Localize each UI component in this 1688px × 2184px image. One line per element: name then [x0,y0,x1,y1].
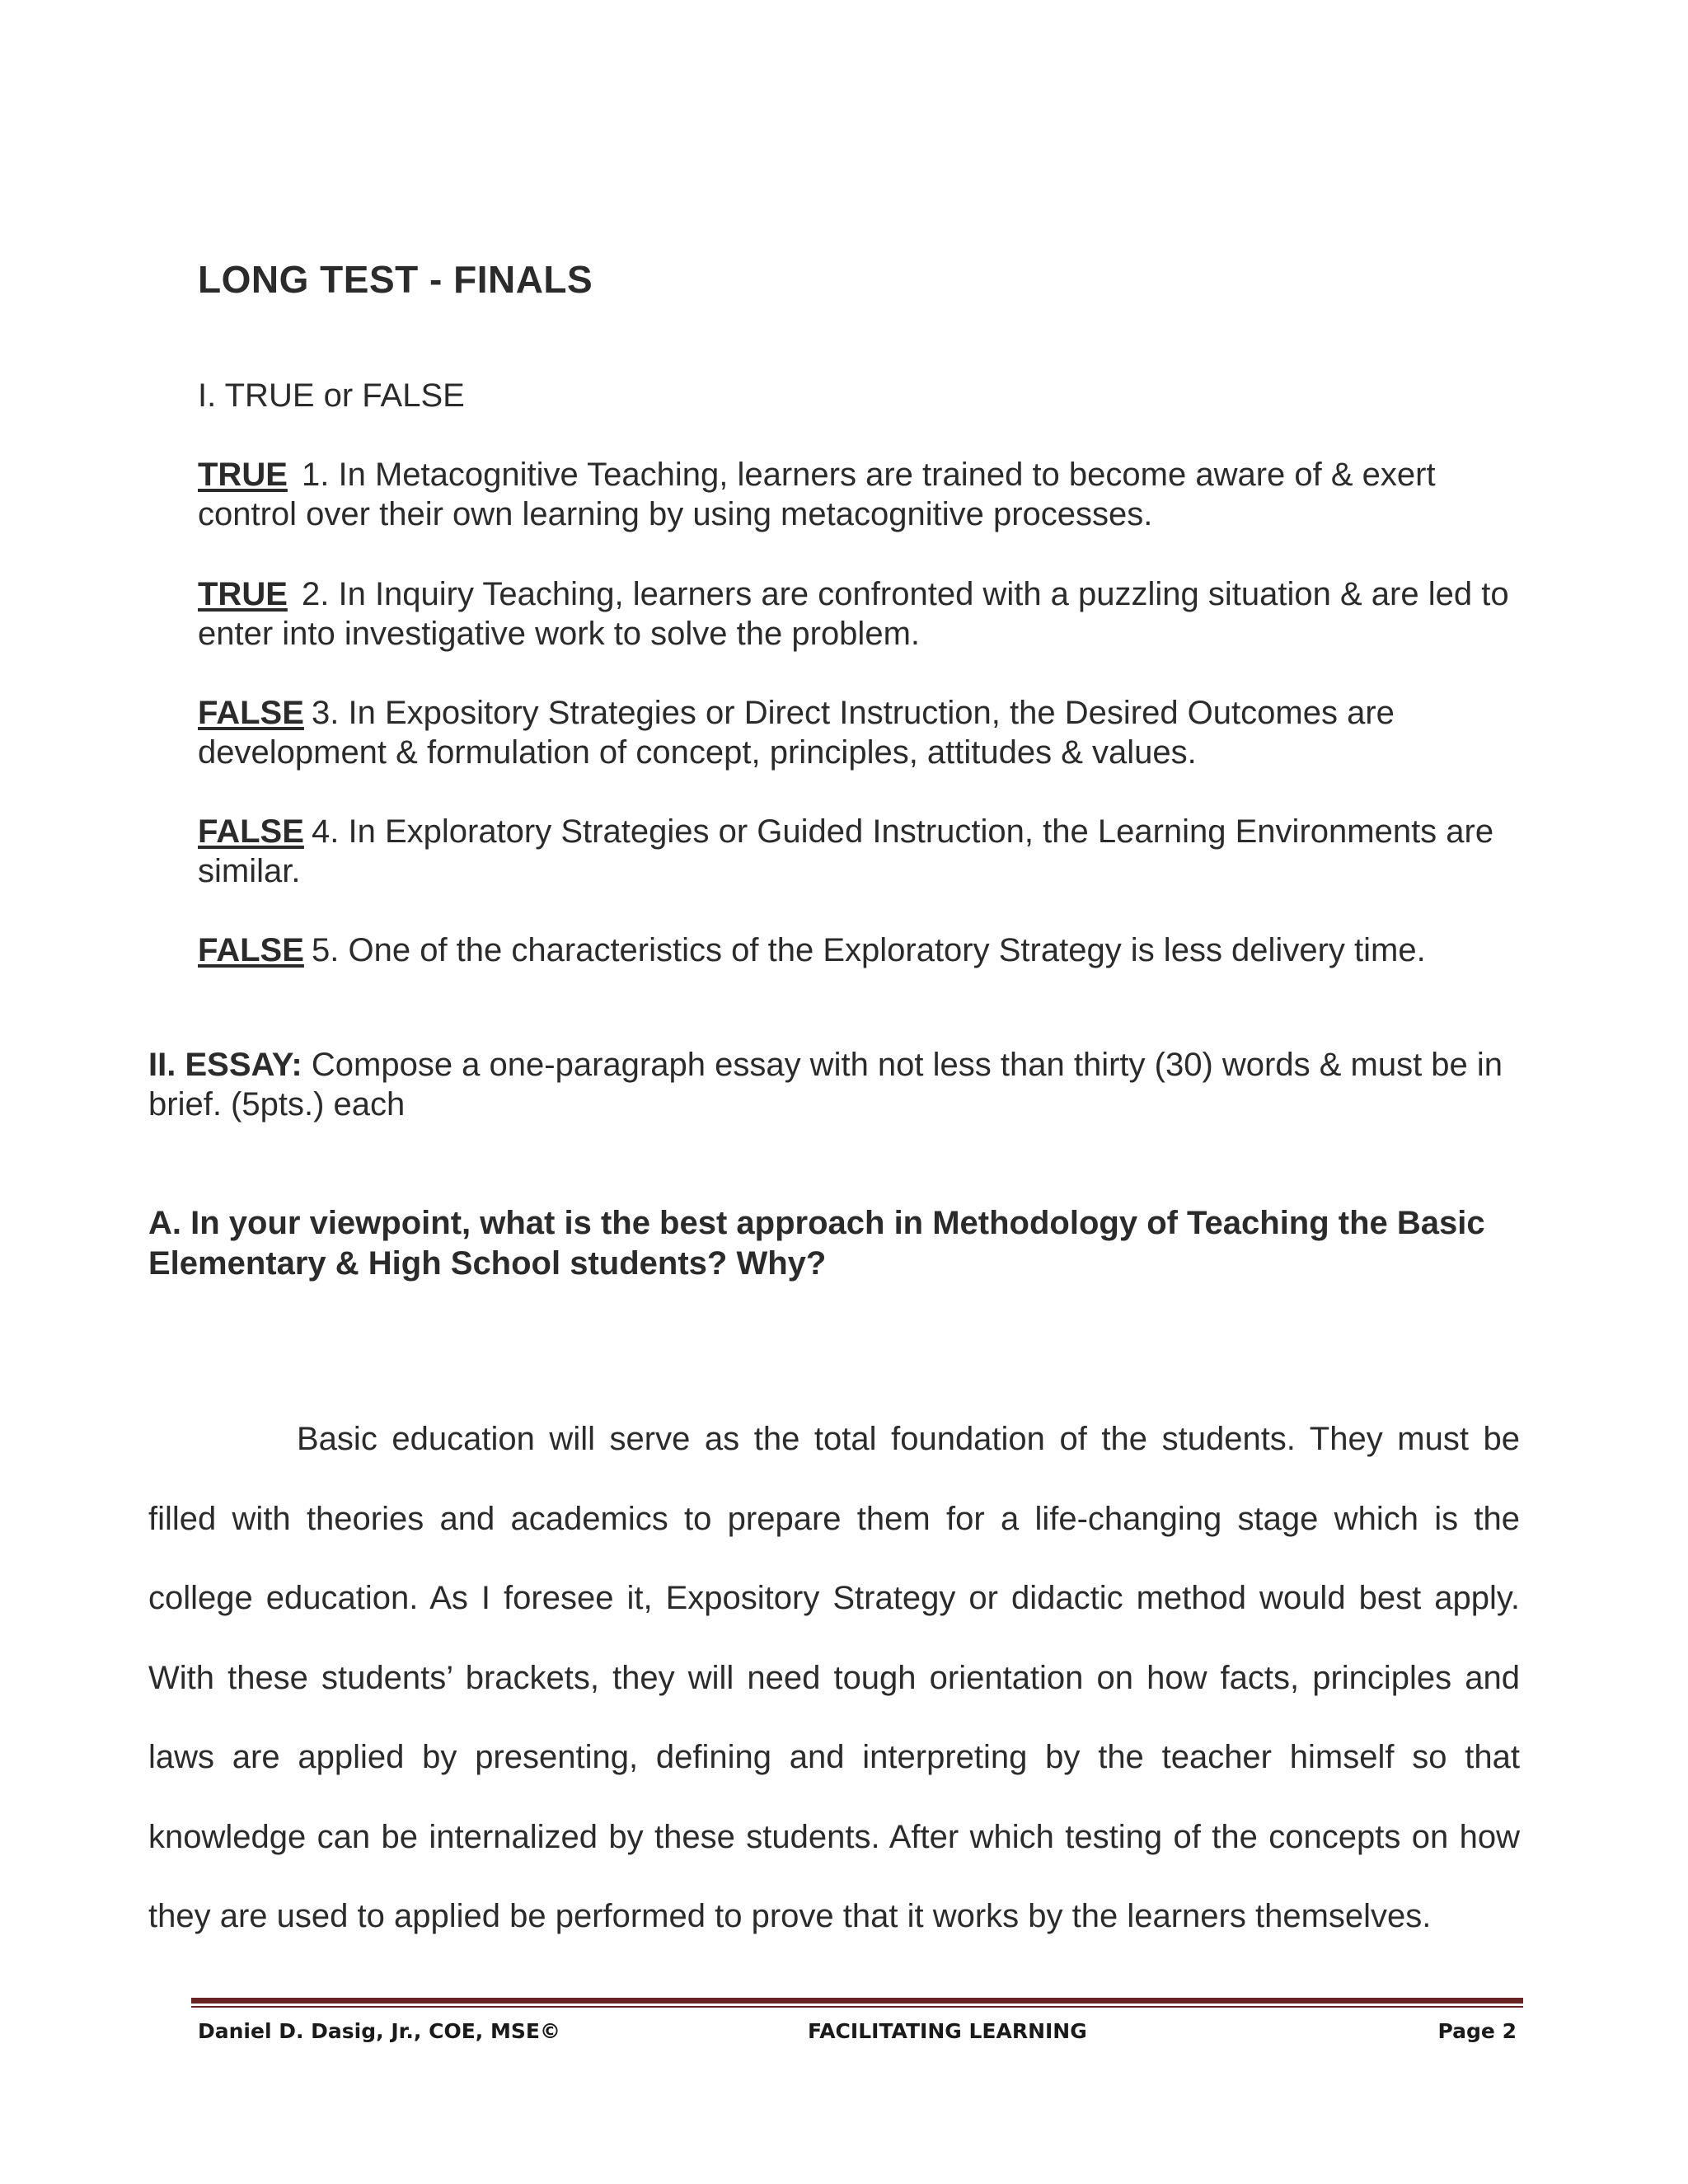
true-false-item-4 [198,812,1517,891]
answer-label: FALSE [198,932,304,968]
statement-text: 5. One of the characteristics of the Exploratory Strategy is less delivery time. [312,932,1426,968]
footer-author: Daniel D. Dasig, Jr., COE, MSE© [198,2019,560,2043]
footer-divider-thin [191,2006,1523,2008]
footer-divider-thick [191,1998,1523,2004]
essay-label: II. ESSAY: [148,1047,302,1083]
answer-label: TRUE [198,576,288,612]
true-false-item-1 [198,455,1517,534]
footer-course: FACILITATING LEARNING [808,2019,1087,2043]
statement-text: 4. In Exploratory Strategies or Guided Instruction, the Learning Environments are similar. [198,813,1494,889]
true-false-item-5 [198,930,1517,970]
answer-label: TRUE [198,457,288,493]
essay-instructions [148,1045,1517,1124]
answer-label: FALSE [198,813,304,850]
section-one-heading: I. TRUE or FALSE [198,377,465,414]
essay-instructions-text: Compose a one-paragraph essay with not less than thirty (30) words & must be in brief. (5pts.) each [148,1047,1503,1122]
essay-question-a: A. In your viewpoint, what is the best approach in Methodology of Teaching the Basic Elementary & High School students? Why? [148,1205,1485,1282]
statement-text: 1. In Metacognitive Teaching, learners are trained to become aware of & exert control over their own learning by using metacognitive processes. [198,457,1436,532]
footer-page-number: Page 2 [1437,2019,1517,2043]
true-false-item-3 [198,693,1517,772]
true-false-item-2 [198,574,1517,654]
page-title: LONG TEST - FINALS [198,258,593,301]
statement-text: 2. In Inquiry Teaching, learners are confronted with a puzzling situation & are led to enter into investigative work to solve the problem. [198,576,1509,652]
statement-text: 3. In Expository Strategies or Direct Instruction, the Desired Outcomes are development & formulation of concept, principles, attitudes & values. [198,695,1395,771]
essay-answer-a: Basic education will serve as the total foundation of the students. They must be filled with theories and academics to prepare them for a life-changing stage which is the college education. As I foresee it, Expository Strategy or didactic method would best apply. With these students’ brackets, they will need tough orientation on how facts, principles and laws are applied by presenting, defining and interpreting by the teacher himself so that knowledge can be internalized by these students. After which testing of the concepts on how they are used to applied be performed to prove that it works by the learners themselves. [148,1421,1520,1934]
answer-label: FALSE [198,695,304,731]
